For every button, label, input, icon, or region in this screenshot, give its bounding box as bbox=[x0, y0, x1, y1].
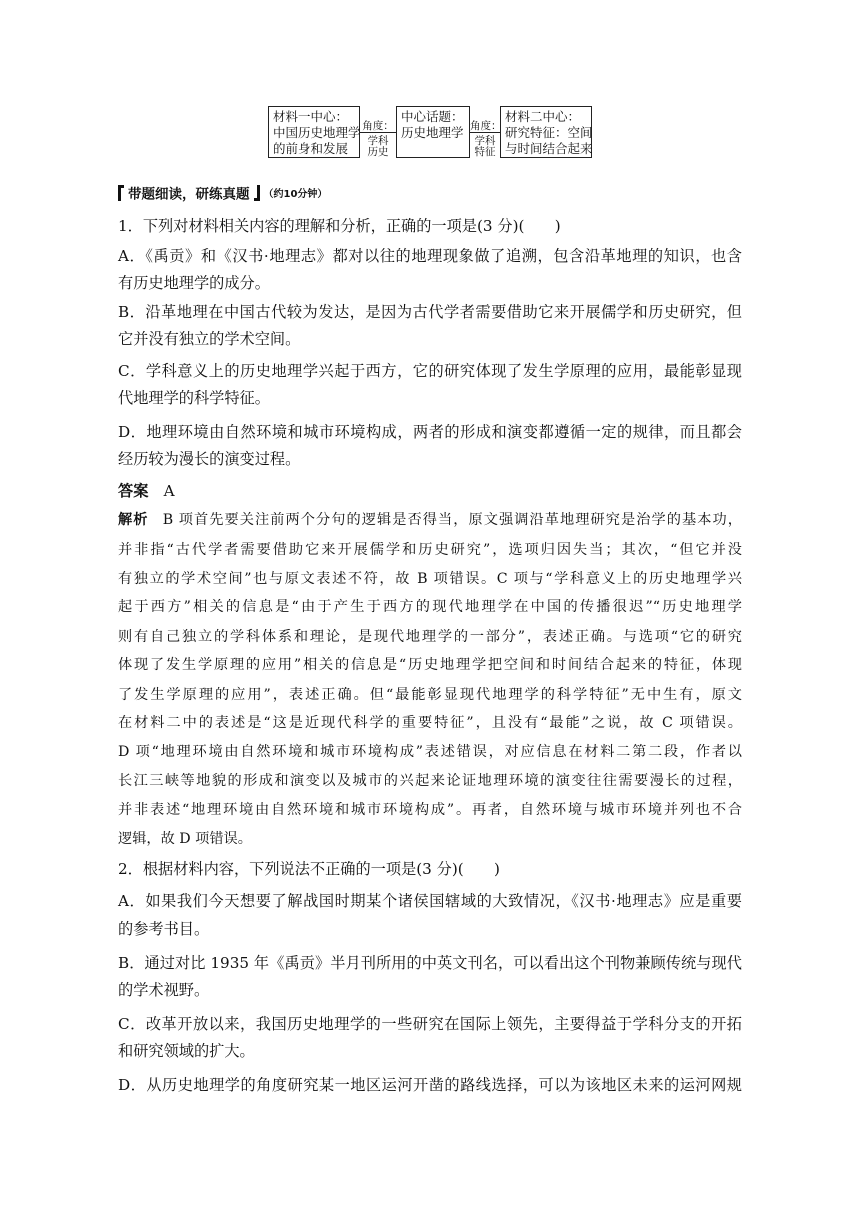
analysis-line: 长江三峡等地貌的形成和演变以及城市的兴起来论证地理环境的演变往往需要漫长的过程， bbox=[118, 773, 742, 789]
option-b-line: B．通过对比 1935 年《禹贡》半月刊所用的中英文刊名，可以看出这个刊物兼顾传统与现代 bbox=[118, 954, 742, 972]
connector-line bbox=[470, 132, 500, 133]
option-d-line: D．从历史地理学的角度研究某一地区运河开凿的路线选择，可以为该地区未来的运河网规 bbox=[118, 1076, 742, 1094]
box-line: 研究特征：空间 bbox=[505, 125, 593, 140]
option-c-line: 和研究领域的扩大。 bbox=[118, 1042, 255, 1060]
connector-line bbox=[360, 132, 396, 133]
analysis-label: 解析 bbox=[118, 512, 149, 528]
box-line: 中国历史地理学 bbox=[273, 125, 361, 140]
box-line: 与时间结合起来 bbox=[505, 141, 593, 156]
option-c-line: C．学科意义上的历史地理学兴起于西方，它的研究体现了发生学原理的应用，最能彰显现 bbox=[118, 362, 742, 380]
option-a-line: 的参考书目。 bbox=[118, 920, 210, 938]
analysis-line bbox=[118, 510, 742, 530]
diagram-box-material-two bbox=[500, 106, 592, 158]
connector-label-line: 学科 bbox=[474, 135, 496, 147]
option-a-line: A．如果我们今天想要了解战国时期某个诸侯国辖域的大致情况，《汉书·地理志》应是重要 bbox=[118, 892, 742, 910]
question-1-stem: 1．下列对材料相关内容的理解和分析，正确的一项是(3 分)( ) bbox=[118, 217, 561, 235]
question-2-stem: 2．根据材料内容，下列说法不正确的一项是(3 分)( ) bbox=[118, 860, 500, 878]
analysis-line: 则有自己独立的学科体系和理论，是现代地理学的一部分”，表述正确。与选项“它的研究 bbox=[118, 629, 742, 645]
analysis-line: 有独立的学术空间”也与原文表述不符，故 B 项错误。C 项与“学科意义上的历史地理学兴 bbox=[118, 571, 742, 587]
answer-line bbox=[118, 481, 742, 501]
bracket-left-icon bbox=[118, 185, 124, 201]
analysis-line: 在材料二中的表述是“这是近现代科学的重要特征”，且没有“最能”之说，故 C 项错误。 bbox=[118, 715, 742, 731]
box-line: 中心话题： bbox=[401, 109, 464, 124]
analysis-text: B 项首先要关注前两个分句的逻辑是否得当，原文强调沿革地理研究是治学的基本功， bbox=[162, 512, 742, 528]
box-line: 材料一中心： bbox=[273, 109, 349, 124]
section-header bbox=[118, 182, 327, 204]
analysis-line: 起于西方”相关的信息是“由于产生于西方的现代地理学在中国的传播很迟”“历史地理学 bbox=[118, 599, 742, 615]
option-a-line: A．《禹贡》和《汉书·地理志》都对以往的地理现象做了追溯，包含沿革地理的知识，也含 bbox=[118, 247, 742, 265]
diagram-box-material-one bbox=[268, 106, 360, 158]
diagram-box-central-topic bbox=[396, 106, 470, 158]
answer-value: A bbox=[163, 482, 175, 500]
analysis-line: 体现了发生学原理的应用”相关的信息是“历史地理学把空间和时间结合起来的特征，体现 bbox=[118, 657, 742, 673]
option-b-line: 它并没有独立的学术空间。 bbox=[118, 330, 301, 348]
connector-label-bottom bbox=[360, 136, 396, 158]
box-line: 的前身和发展 bbox=[273, 141, 349, 156]
connector-label-bottom bbox=[470, 136, 500, 158]
option-d-line: 经历较为漫长的演变过程。 bbox=[118, 450, 301, 468]
connector-label-line: 特征 bbox=[474, 146, 496, 158]
connector-label-top: 角度： bbox=[362, 120, 394, 132]
section-time: （约10分钟） bbox=[263, 189, 328, 200]
analysis-line: 了发生学原理的应用”，表述正确。但“最能彰显现代地理学的科学特征”无中生有，原文 bbox=[118, 687, 742, 703]
connector-label-top: 角度： bbox=[470, 120, 502, 132]
box-line: 历史地理学 bbox=[401, 125, 464, 140]
analysis-line: D 项“地理环境由自然环境和城市环境构成”表述错误，对应信息在材料二第二段，作者以 bbox=[118, 744, 742, 760]
analysis-line: 逻辑，故 D 项错误。 bbox=[118, 831, 252, 847]
answer-label: 答案 bbox=[118, 482, 149, 500]
concept-diagram bbox=[268, 106, 594, 162]
connector-label-line: 历史 bbox=[367, 146, 389, 158]
option-c-line: C．改革开放以来，我国历史地理学的一些研究在国际上领先，主要得益于学科分支的开拓 bbox=[118, 1015, 742, 1033]
box-line: 材料二中心： bbox=[505, 109, 581, 124]
analysis-line: 并非指“古代学者需要借助它来开展儒学和历史研究”，选项归因失当；其次，“但它并没 bbox=[118, 542, 742, 558]
option-d-line: D．地理环境由自然环境和城市环境构成，两者的形成和演变都遵循一定的规律，而且都会 bbox=[118, 423, 742, 441]
section-title: 带题细读，研练真题 bbox=[128, 186, 250, 203]
bracket-right-icon bbox=[254, 185, 260, 201]
connector-label-line: 学科 bbox=[367, 135, 389, 147]
option-b-line: 的学术视野。 bbox=[118, 981, 210, 999]
option-b-line: B．沿革地理在中国古代较为发达，是因为古代学者需要借助它来开展儒学和历史研究，但 bbox=[118, 303, 742, 321]
analysis-line: 并非表述“地理环境由自然环境和城市环境构成”。再者，自然环境与城市环境并列也不合 bbox=[118, 802, 742, 818]
option-c-line: 代地理学的科学特征。 bbox=[118, 389, 270, 407]
option-a-line: 有历史地理学的成分。 bbox=[118, 274, 270, 292]
